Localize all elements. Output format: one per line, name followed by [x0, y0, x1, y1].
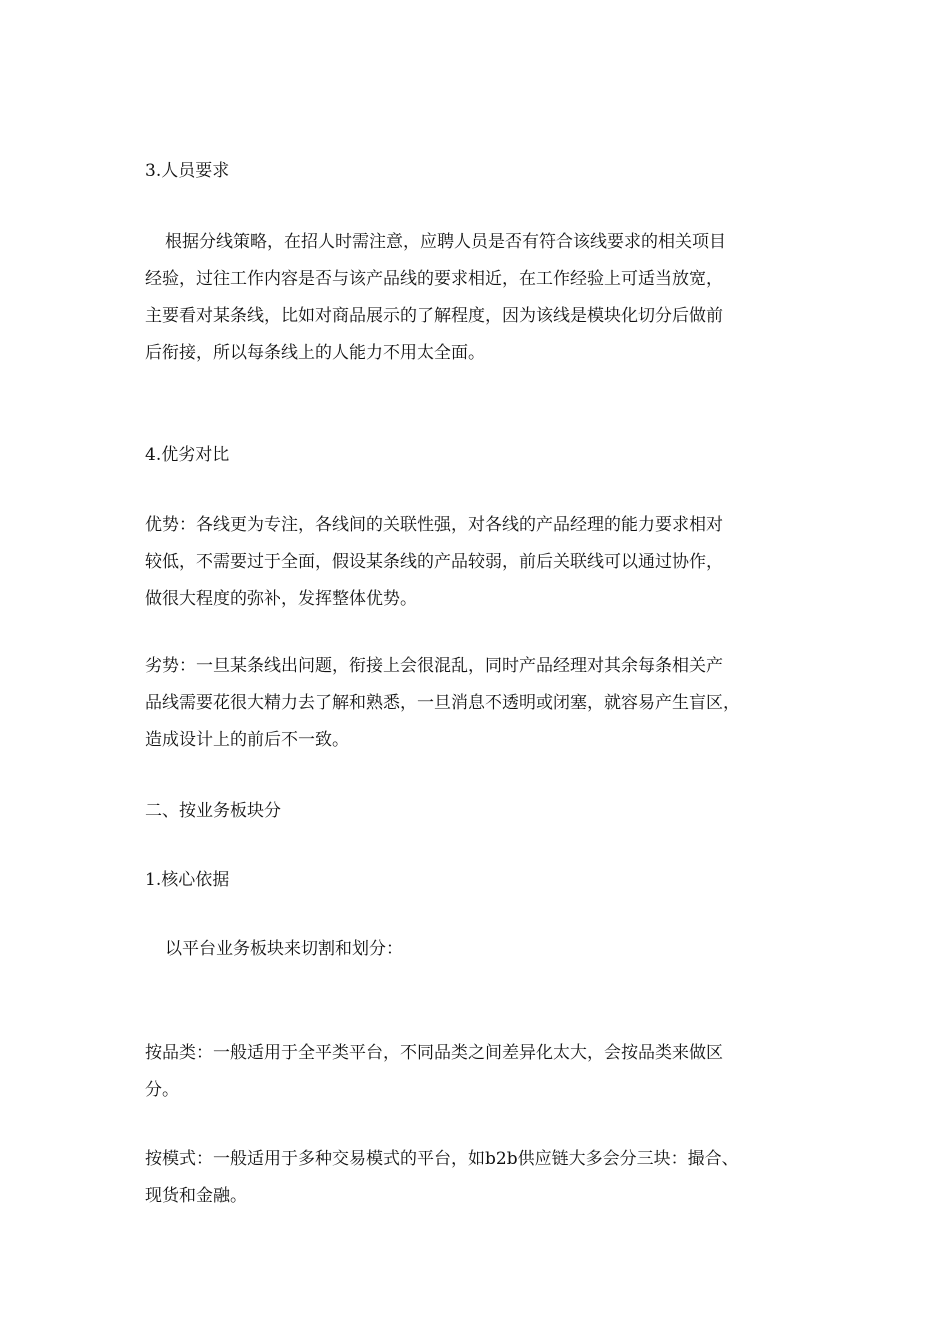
paragraph-line: 品线需要花很大精力去了解和熟悉，一旦消息不透明或闭塞，就容易产生盲区，: [145, 693, 740, 713]
section-3-paragraph: [145, 224, 807, 372]
advantage-paragraph: [145, 507, 807, 618]
paragraph-line: 主要看对某条线，比如对商品展示的了解程度，因为该线是模块化切分后做前: [145, 306, 723, 326]
paragraph-line: 优势：各线更为专注，各线间的关联性强，对各线的产品经理的能力要求相对: [145, 515, 723, 535]
paragraph-line: 经验，过往工作内容是否与该产品线的要求相近，在工作经验上可适当放宽，: [145, 269, 723, 289]
paragraph-line: 按模式：一般适用于多种交易模式的平台，如b2b供应链大多会分三块：撮合、: [145, 1149, 739, 1169]
paragraph-line: 劣势：一旦某条线出问题，衔接上会很混乱，同时产品经理对其余每条相关产: [145, 656, 723, 676]
paragraph-line: 造成设计上的前后不一致。: [145, 730, 349, 750]
section-3-title: 3.人员要求: [145, 161, 230, 181]
paragraph-line: 按品类：一般适用于全平类平台，不同品类之间差异化太大，会按品类来做区: [145, 1043, 723, 1063]
by-category-paragraph: [145, 1035, 807, 1109]
paragraph-line: 做很大程度的弥补，发挥整体优势。: [145, 589, 417, 609]
paragraph-line: 较低，不需要过于全面，假设某条线的产品较弱，前后关联线可以通过协作，: [145, 552, 723, 572]
paragraph-line: 根据分线策略，在招人时需注意，应聘人员是否有符合该线要求的相关项目: [165, 232, 726, 252]
section-4-title: 4.优劣对比: [145, 445, 230, 465]
disadvantage-paragraph: [145, 648, 807, 759]
subsection-1-title: 1.核心依据: [145, 870, 230, 890]
by-mode-paragraph: [145, 1141, 807, 1215]
paragraph-line: 后衔接，所以每条线上的人能力不用太全面。: [145, 343, 485, 363]
paragraph-line: 分。: [145, 1080, 179, 1100]
paragraph-line: 现货和金融。: [145, 1186, 247, 1206]
subsection-1-intro: 以平台业务板块来切割和划分：: [165, 939, 403, 959]
part-2-title: 二、按业务板块分: [145, 801, 281, 821]
